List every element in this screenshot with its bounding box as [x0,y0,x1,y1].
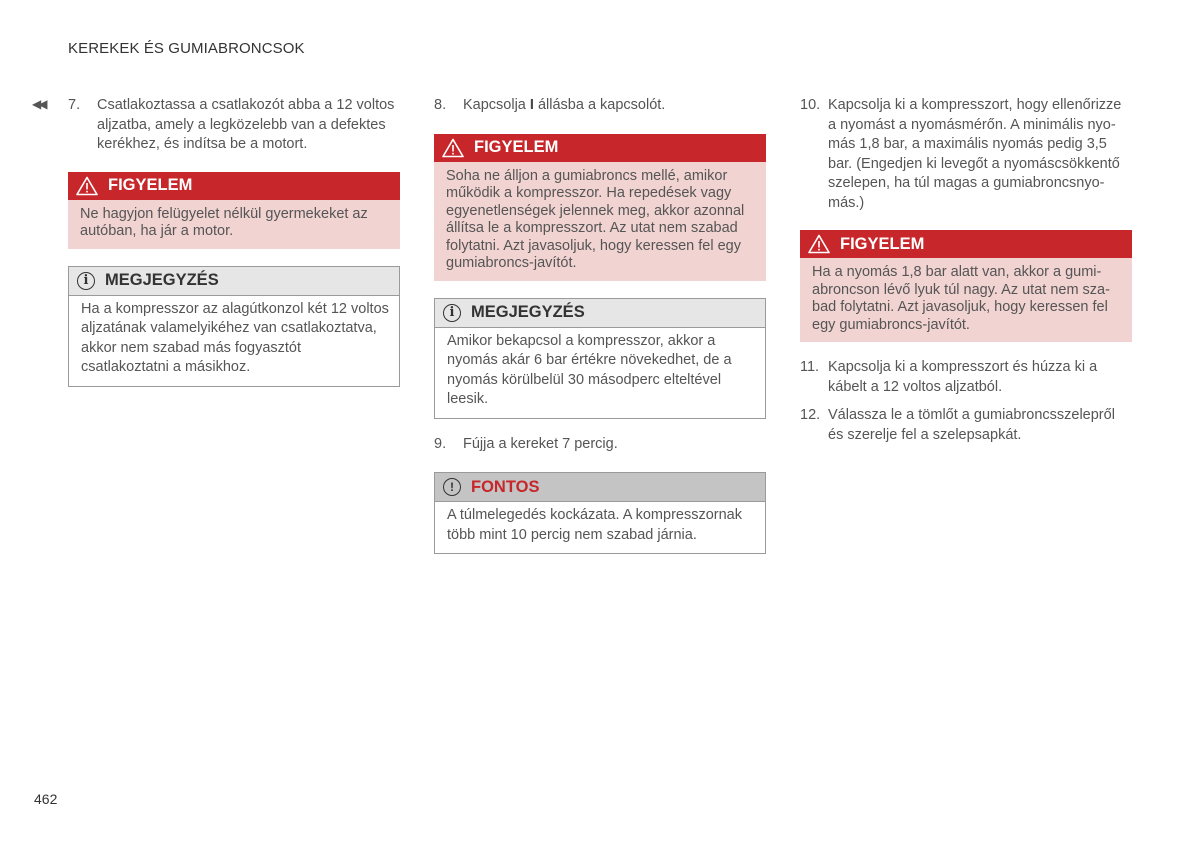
warning-header [800,230,1132,258]
note-box [68,266,400,387]
step-12 [800,406,1132,445]
note-text: Amikor bekapcsol a kompresszor, akkor a nyomás akár 6 bar értékre növekedhet, de a nyomás körülbelül 30 másodperc elteltével leesik. [435,328,765,418]
note-header [435,299,765,328]
column-3 [800,96,1132,445]
warning-label: FIGYELEM [840,234,925,253]
important-label: FONTOS [471,477,540,496]
important-text: A túlmelegedés kockázata. A kompresszornak több mint 10 percig nem szabad járnia. [435,502,765,553]
column-1 [68,96,400,387]
warning-triangle-icon [808,234,830,254]
step-text: Fújja a kereket 7 percig. [463,435,618,452]
step-9 [434,435,766,455]
note-text: Ha a kompresszor az alagútkonzol két 12 voltos aljzatának valamelyikéhez van csatlakoztatva, akkor nem szabad más fogyasztót csatlakoztatni a másikhoz. [69,296,399,386]
switch-position: I [529,97,534,113]
warning-box [800,230,1132,342]
warning-text: Ha a nyomás 1,8 bar alatt van, akkor a gumiabroncson lévő lyuk túl nagy. Az utat nem szabad folytatni. Azt javasoljuk, hogy keressen fel egy gumiabroncs-javítót. [800,258,1132,342]
warning-text: Soha ne álljon a gumiabroncs mellé, amikor működik a kompresszor. Ha repedések vagy egyenetlenségek jelennek meg, akkor azonnal állítsa le a kompresszort. Az utat nem szabad folytatni. Azt javasoljuk, hogy keressen fel egy gumiabroncs-javítót. [434,162,766,281]
step-number: 9. [434,435,447,452]
back-arrows-icon[interactable]: ◀◀ [32,97,45,111]
step-number: 10. [800,97,821,113]
step-text: Kapcsolja ki a kompresszort, hogy ellenőrizze a nyomást a nyomásmérőn. A minimális nyomás 1,8 bar, a maximális nyomás pedig 3,5 bar. (Engedjen ki levegőt a nyomáscsökkentő szelepen, ha túl magas a gumiabroncsnyomás.) [828,97,1122,211]
note-box [434,298,766,419]
warning-box [68,172,400,249]
warning-triangle-icon [442,138,464,158]
step-number: 12. [800,407,821,423]
info-icon: i [443,304,461,322]
column-2 [434,96,766,554]
warning-label: FIGYELEM [108,176,193,194]
warning-text: Ne hagyjon felügyelet nélkül gyermekeket az autóban, ha jár a motor. [68,200,400,249]
warning-triangle-icon [76,176,98,196]
step-text: Csatlakoztassa a csatlakozót abba a 12 voltos aljzatba, amely a legközelebb van a defektes kerékhez, és indítsa be a motort. [97,97,395,152]
note-label: MEGJEGYZÉS [105,271,219,289]
warning-header [68,172,400,200]
step-7 [68,96,400,155]
step-text [463,96,766,116]
step-text: Kapcsolja ki a kompresszort és húzza ki a kábelt a 12 voltos aljzatból. [828,359,1098,395]
step-number: 11. [800,359,820,375]
important-box [434,472,766,554]
page-header: KEREKEK ÉS GUMIABRONCSOK [68,40,305,57]
step-number: 7. [68,97,81,113]
step-text-part: Kapcsolja [463,97,530,113]
page-number: 462 [34,791,58,807]
warning-header [434,134,766,162]
step-text: Válassza le a tömlőt a gumiabroncsszelepről és szerelje fel a szelepsapkát. [828,407,1115,443]
important-header [435,473,765,502]
warning-label: FIGYELEM [474,138,559,156]
step-11 [800,358,1132,397]
note-label: MEGJEGYZÉS [471,303,585,321]
exclamation-icon: ! [443,478,461,496]
step-10 [800,96,1132,213]
step-text-part: állásba a kapcsolót. [533,97,666,113]
note-header [69,267,399,296]
warning-box [434,134,766,281]
step-8 [434,96,766,116]
step-number: 8. [434,97,447,113]
info-icon: i [77,272,95,290]
